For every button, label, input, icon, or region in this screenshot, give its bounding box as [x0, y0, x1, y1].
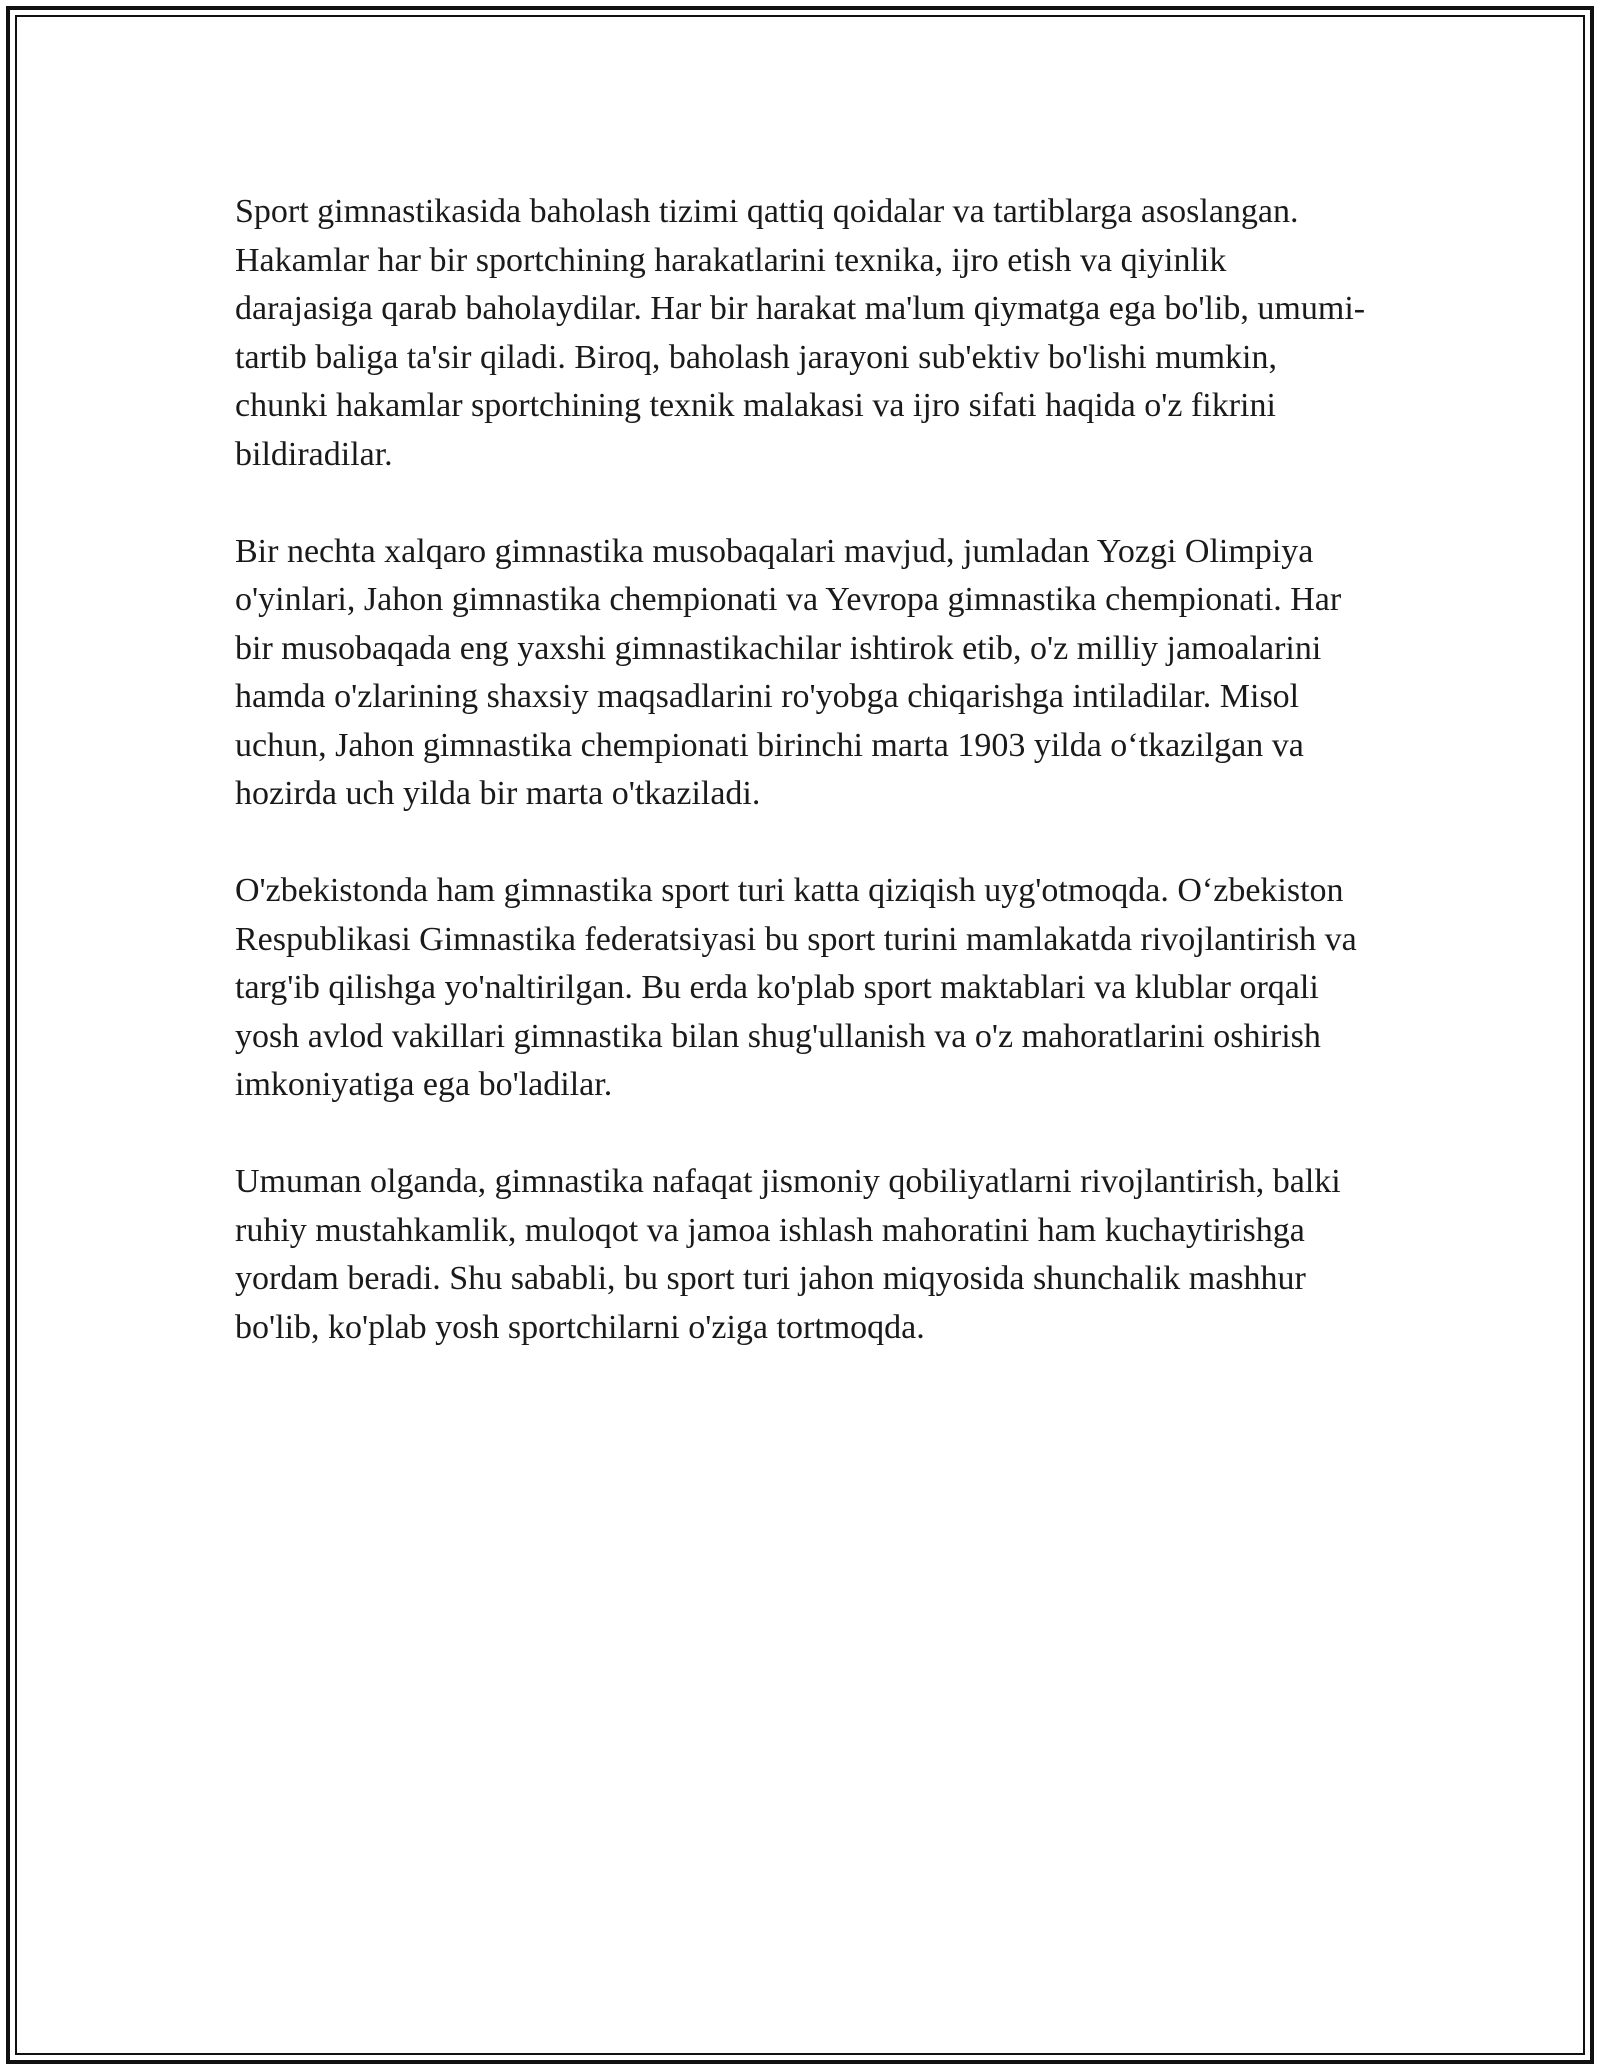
document-body — [235, 188, 1370, 1401]
paragraph-international-competitions: Bir nechta xalqaro gimnastika musobaqalari mavjud, jumladan Yozgi Olimpiya o'yinlari, Jahon gimnastika chempionati va Yevropa gimnastika chempionati. Har bir musobaqada eng yaxshi gimnastikachilar ishtirok etib, o'z milliy jamoalarini hamda o'zlarining shaxsiy maqsadlarini ro'yobga chiqarishga intiladilar. Misol uchun, Jahon gimnastika chempionati birinchi marta 1903 yilda o‘tkazilgan va hozirda uch yilda bir marta o'tkaziladi. — [235, 532, 1342, 812]
paragraph-uzbekistan-gymnastics: O'zbekistonda ham gimnastika sport turi katta qiziqish uyg'otmoqda. O‘zbekiston Respublikasi Gimnastika federatsiyasi bu sport turini mamlakatda rivojlantirish va targ'ib qilishga yo'naltirilgan. Bu erda ko'plab sport maktablari va klublar orqali yosh avlod vakillari gimnastika bilan shug'ullanish va o'z mahoratlarini oshirish imkoniyatiga ega bo'ladilar. — [235, 872, 1357, 1103]
paragraph-conclusion: Umuman olganda, gimnastika nafaqat jismoniy qobiliyatlarni rivojlantirish, balki ruhiy mustahkamlik, muloqot va jamoa ishlash mahoratini ham kuchaytirishga yordam beradi. Shu sababli, bu sport turi jahon miqyosida shunchalik mashhur bo'lib, ko'plab yosh sportchilarni o'ziga tortmoqda. — [235, 1163, 1341, 1346]
paragraph-scoring-system: Sport gimnastikasida baholash tizimi qattiq qoidalar va tartiblarga asoslangan. Hakamlar har bir sportchining harakatlarini texnika, ijro etish va qiyinlik darajasiga qarab baholaydilar. Har bir harakat ma'lum qiymatga ega bo'lib, umumi-tartib baliga ta'sir qiladi. Biroq, baholash jarayoni sub'ektiv bo'lishi mumkin, chunki hakamlar sportchining texnik malakasi va ijro sifati haqida o'z fikrini bildiradilar. — [235, 193, 1366, 473]
